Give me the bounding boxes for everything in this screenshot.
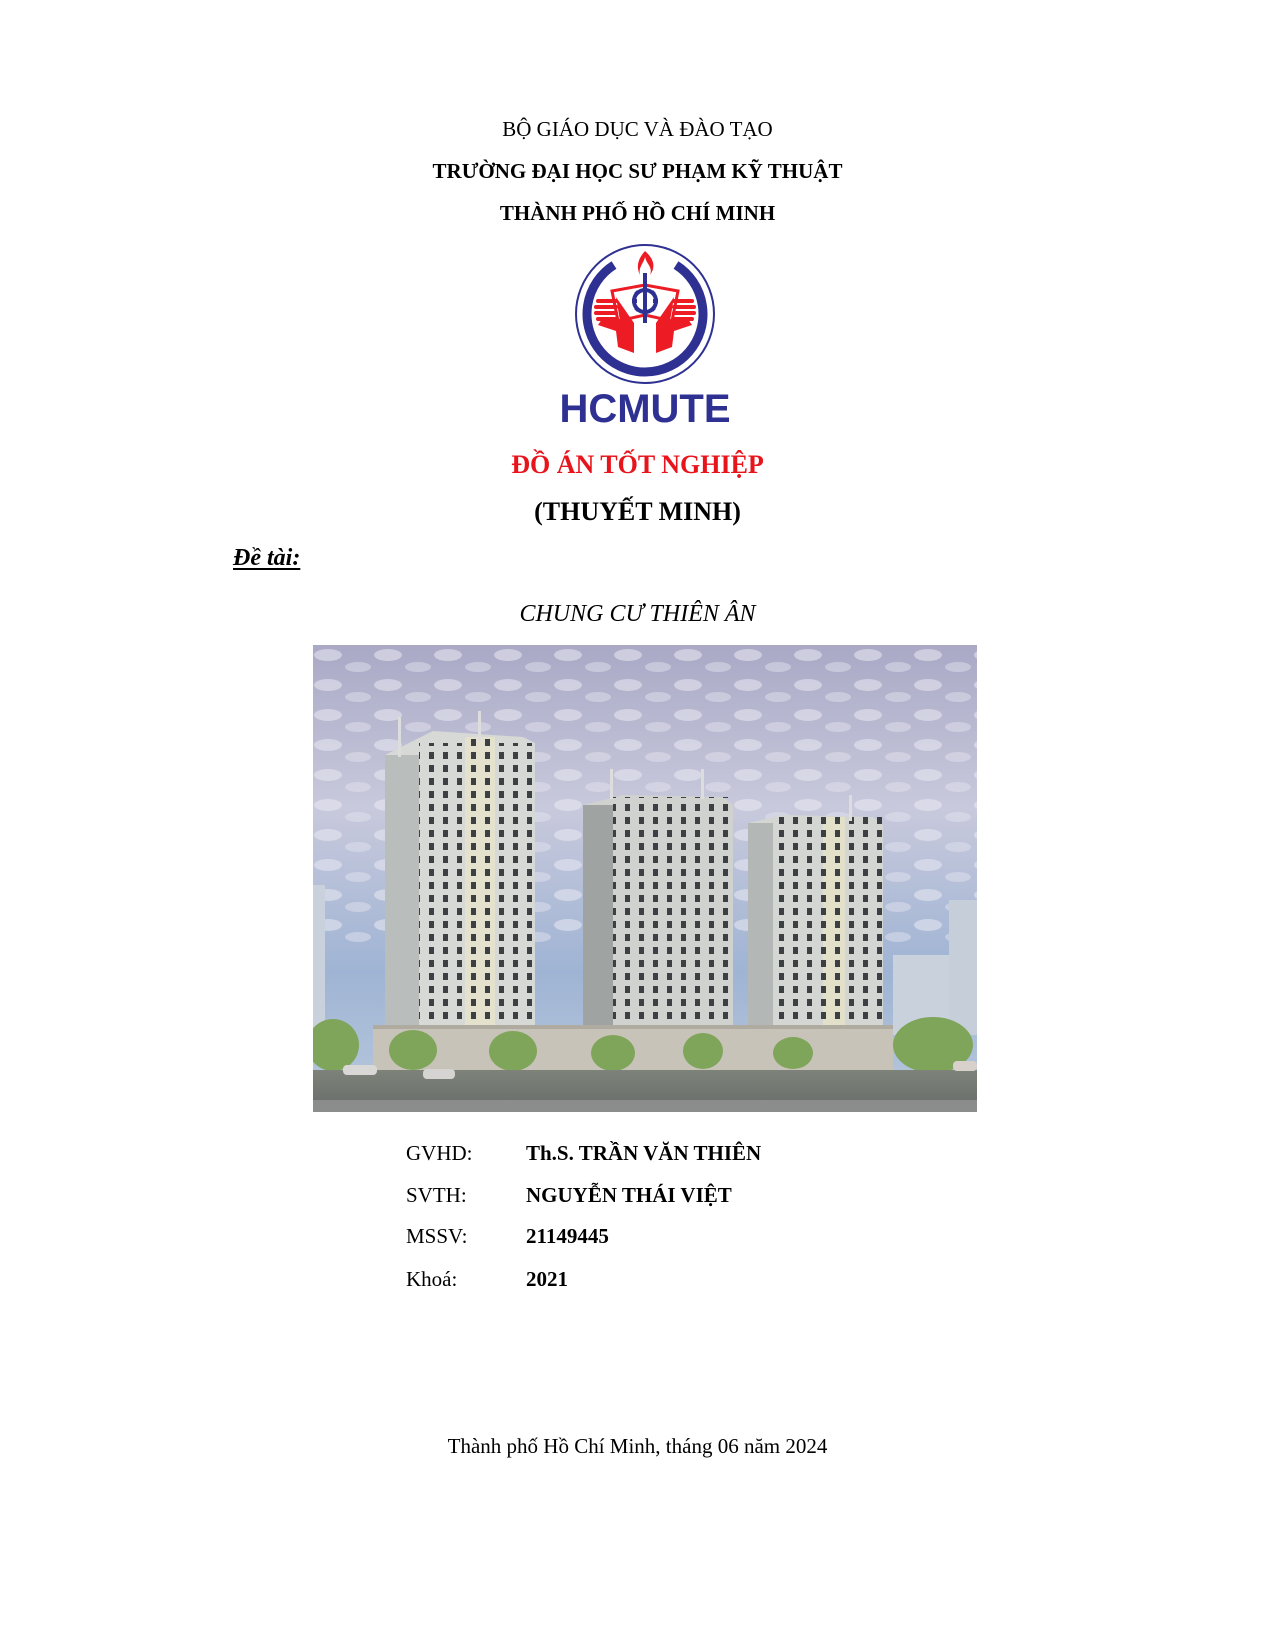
topic-name: CHUNG CƯ THIÊN ÂN: [519, 601, 756, 627]
place-date-footer: Thành phố Hồ Chí Minh, tháng 06 năm 2024: [447, 1434, 828, 1458]
info-value: NGUYỄN THÁI VIỆT: [526, 1183, 732, 1207]
apartment-towers-rendering-image: [313, 645, 977, 1112]
info-value: 2021: [526, 1267, 568, 1291]
city-heading: THÀNH PHỐ HỒ CHÍ MINH: [499, 201, 776, 225]
hcmute-logo-icon: [574, 243, 716, 385]
topic-label: Đề tài:: [233, 545, 301, 571]
info-key: GVHD:: [406, 1141, 473, 1165]
thesis-title: ĐỒ ÁN TỐT NGHIỆP: [511, 450, 764, 479]
info-value: 21149445: [526, 1224, 609, 1248]
university-heading: TRƯỜNG ĐẠI HỌC SƯ PHẠM KỸ THUẬT: [432, 159, 843, 183]
thesis-subtitle: (THUYẾT MINH): [534, 497, 741, 526]
info-value: Th.S. TRẦN VĂN THIÊN: [526, 1141, 762, 1165]
logo-wordmark: [0, 387, 1275, 432]
ministry-heading: BỘ GIÁO DỤC VÀ ĐÀO TẠO: [502, 117, 773, 141]
info-key: MSSV:: [406, 1224, 468, 1248]
info-key: Khoá:: [406, 1267, 458, 1291]
info-key: SVTH:: [406, 1183, 467, 1207]
logo-text: HCMUTE: [559, 387, 731, 431]
